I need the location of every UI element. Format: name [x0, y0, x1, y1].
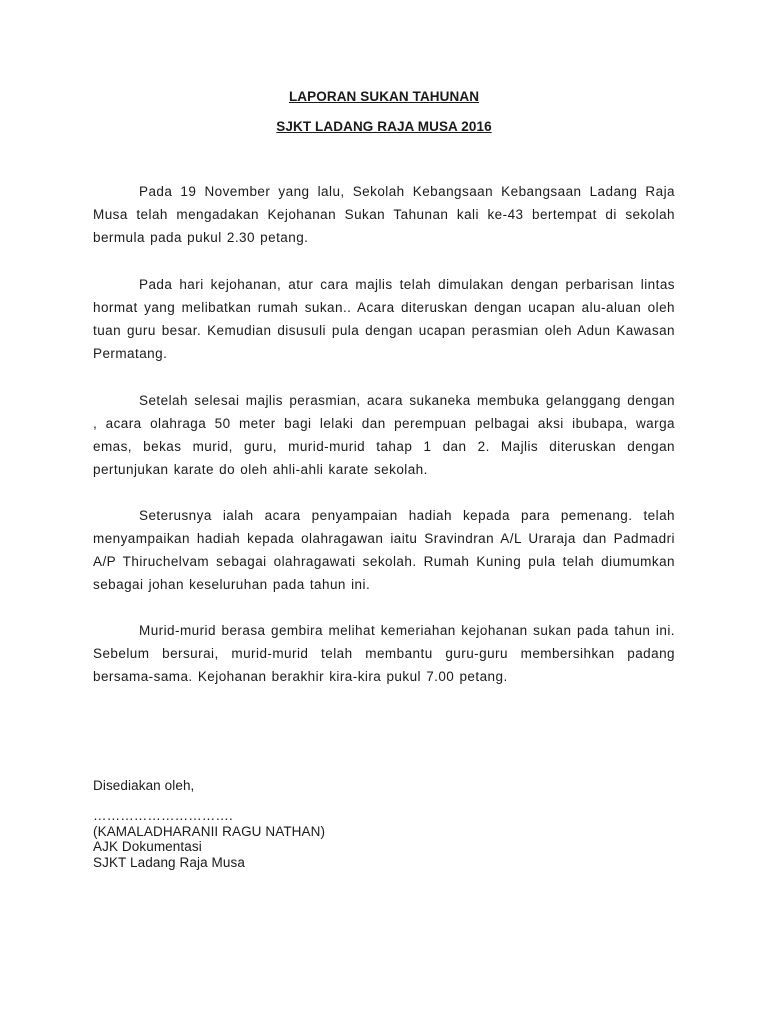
paragraph-2: Pada hari kejohanan, atur cara majlis telah dimulakan dengan perbarisan lintas hormat yang melibatkan rumah sukan.. Acara diteruskan dengan ucapan alu-aluan oleh tuan guru besar. Kemudian disusuli pula dengan ucapan perasmian oleh Adun Kawasan Permatang. — [93, 277, 675, 361]
signatory-school: SJKT Ladang Raja Musa — [93, 855, 245, 870]
report-subtitle: SJKT LADANG RAJA MUSA 2016 — [276, 119, 492, 134]
paragraph-4: Seterusnya ialah acara penyampaian hadiah kepada para pemenang. telah menyampaikan hadiah kepada olahragawan iaitu Sravindran A/L Uraraja dan Padmadri A/P Thiruchelvam sebagai olahragawati sekolah. Rumah Kuning pula telah diumumkan sebagai johan keseluruhan pada tahun ini. — [93, 508, 675, 592]
signatory-name: (KAMALADHARANII RAGU NATHAN) — [93, 824, 326, 839]
paragraph-5: Murid-murid berasa gembira melihat kemeriahan kejohanan sukan pada tahun ini. Sebelum bersurai, murid-murid telah membantu guru-guru membersihkan padang bersama-sama. Kejohanan berakhir kira-kira pukul 7.00 petang. — [93, 623, 675, 684]
signature-line: …………………………. — [93, 808, 233, 823]
paragraph-3: Setelah selesai majlis perasmian, acara sukaneka membuka gelanggang dengan , acara olahraga 50 meter bagi lelaki dan perempuan pelbagai aksi ibubapa, warga emas, bekas murid, guru, murid-murid tahap 1 dan 2. Majlis diteruskan dengan pertunjukan karate do oleh ahli-ahli karate sekolah. — [93, 393, 675, 477]
prepared-by-label: Disediakan oleh, — [93, 778, 195, 793]
report-title: LAPORAN SUKAN TAHUNAN — [288, 89, 480, 104]
paragraph-1: Pada 19 November yang lalu, Sekolah Kebangsaan Kebangsaan Ladang Raja Musa telah mengadakan Kejohanan Sukan Tahunan kali ke-43 bertempat di sekolah bermula pada pukul 2.30 petang. — [93, 184, 675, 245]
signatory-role: AJK Dokumentasi — [93, 839, 202, 854]
